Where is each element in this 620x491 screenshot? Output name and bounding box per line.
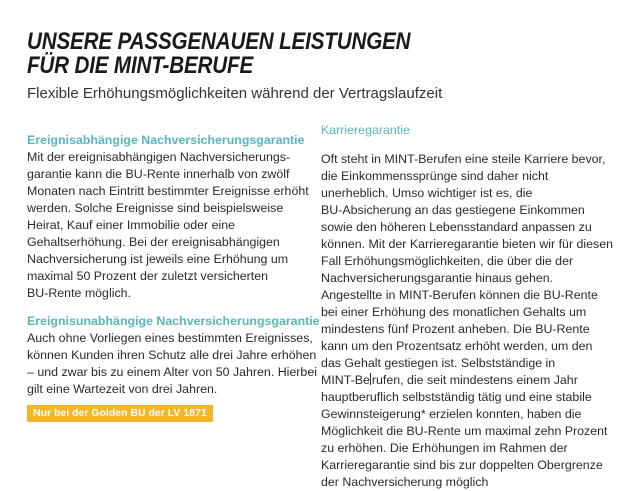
text-line: Gewinnsteigerung* erzielen konnten, haben die: [321, 407, 582, 421]
right-column: [321, 122, 614, 491]
left-column: [27, 122, 320, 422]
text-line: können Kunden ihren Schutz alle drei Jahre erhöhen: [27, 348, 317, 362]
text-line: der Nachversicherung möglich: [321, 475, 489, 489]
section-heading-event-independent: Ereignisunabhängige Nachversicherungsgarantie: [27, 314, 320, 328]
text-line: Mit der ereignisabhängigen Nachversicherungs-: [27, 150, 291, 164]
text-line: unerheblich. Umso wichtiger ist es, die: [321, 186, 533, 200]
text-line: Möglichkeit die BU-Rente um maximal zehn Prozent: [321, 424, 608, 438]
text-fragment: rufen, die seit mindestens einem Jahr: [371, 373, 578, 387]
text-line: BU-Rente möglich.: [27, 286, 131, 300]
text-line: Karrieregarantie sind bis zur doppelten Obergrenze: [321, 458, 603, 472]
text-line: sowie den höheren Lebensstandard anpassen zu: [321, 220, 592, 234]
text-line: hauptberuflich selbstständig tätig und eine stabile: [321, 390, 592, 404]
text-line: bei einer Erhöhung des monatlichen Gehalts um: [321, 305, 587, 319]
text-line: Nachversicherungsgarantie hinaus gehen.: [321, 271, 554, 285]
text-line: Nachversicherung ist jeweils eine Erhöhung um: [27, 252, 289, 266]
text-line: Angestellte in MINT-Berufen können die BU-Rente: [321, 288, 598, 302]
text-line: garantie kann die BU-Rente innerhalb von zwölf: [27, 167, 290, 181]
text-line: Monaten nach Eintritt bestimmter Ereignisse erhöht: [27, 184, 309, 198]
text-line: kann um den Prozentsatz erhöht werden, um den: [321, 339, 593, 353]
text-fragment: MINT-Be: [321, 373, 370, 387]
text-line: Oft steht in MINT-Berufen eine steile Karriere bevor,: [321, 152, 606, 166]
text-line: maximal 50 Prozent der zuletzt versicherten: [27, 269, 269, 283]
text-line: – und zwar bis zu einem Alter von 50 Jahren. Hierbei: [27, 365, 317, 379]
section-text-career-guarantee: [321, 151, 614, 491]
section-text-event-dependent: [27, 149, 309, 302]
text-line: zu erhöhen. Die Erhöhungen im Rahmen der: [321, 441, 568, 455]
title-line-1: UNSERE PASSGENAUEN LEISTUNGEN: [27, 28, 411, 55]
product-badge: Nur bei der Golden BU der LV 1871: [27, 405, 213, 422]
page-title: [27, 30, 410, 78]
text-line: die Einkommenssprünge sind daher nicht: [321, 169, 549, 183]
section-heading-career-guarantee: Karrieregarantie: [321, 123, 410, 137]
text-line: können. Mit der Karrieregarantie bieten wir für diesen: [321, 237, 614, 251]
text-line: gilt eine Wartezeit von drei Jahren.: [27, 382, 218, 396]
text-line: werden. Solche Ereignisse sind beispielsweise: [27, 201, 284, 215]
title-line-2: FÜR DIE MINT-BERUFE: [27, 52, 254, 79]
section-heading-event-dependent: Ereignisabhängige Nachversicherungsgarantie: [27, 133, 305, 147]
text-line: das Gehalt gestiegen ist. Selbstständige in: [321, 356, 556, 370]
text-line: Auch ohne Vorliegen eines bestimmten Ereignisses,: [27, 331, 313, 345]
section-text-event-independent: [27, 330, 317, 398]
text-line: Fall Erhöhungsmöglichkeiten, die über die der: [321, 254, 574, 268]
text-line: Heirat, Kauf einer Immobilie oder eine: [27, 218, 235, 232]
page-subtitle: Flexible Erhöhungsmöglichkeiten während der Vertragslaufzeit: [27, 85, 443, 102]
text-line: BU-Absicherung an das gestiegene Einkommen: [321, 203, 585, 217]
text-line: Gehaltserhöhung. Bei der ereignisabhängigen: [27, 235, 280, 249]
text-line-with-cursor: [321, 372, 603, 389]
text-line: mindestens fünf Prozent anheben. Die BU-Rente: [321, 322, 590, 336]
